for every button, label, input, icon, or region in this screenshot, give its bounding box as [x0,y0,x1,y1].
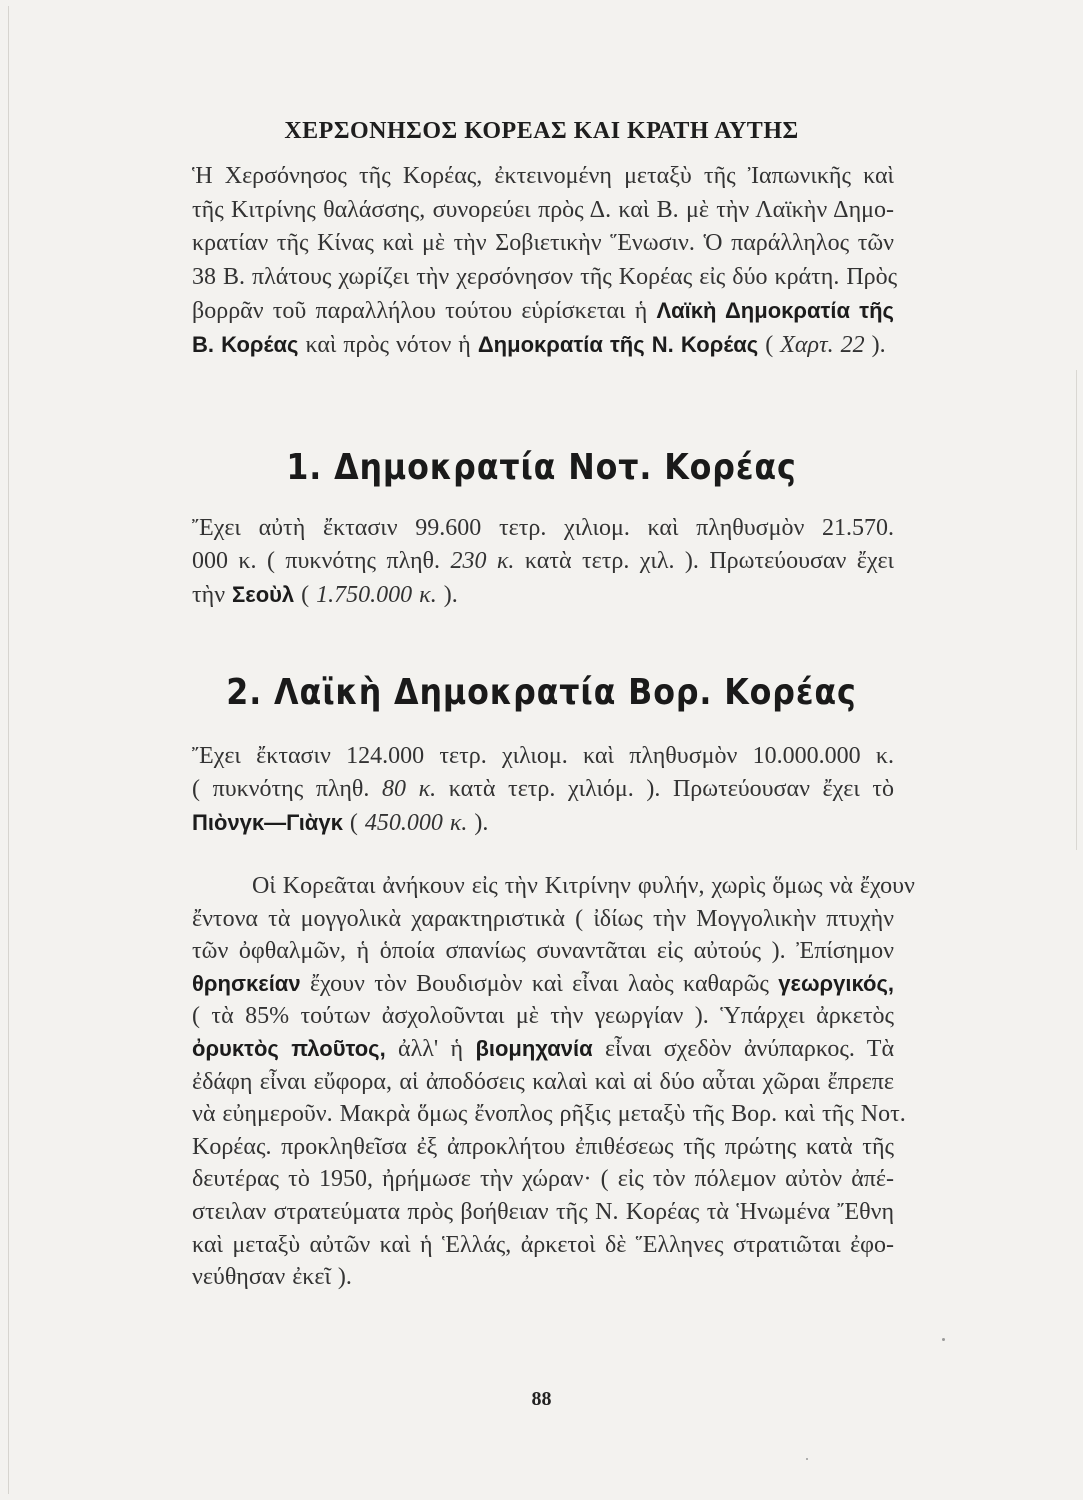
scan-speck [806,1458,808,1460]
section-2-line-2 [192,773,894,806]
section-2-line-3-text-b: ). [474,810,489,836]
paragraph-3-line-6-bold-b: βιομηχανία [475,1035,593,1061]
section-2-line-3-text-a: ( [349,810,358,836]
paragraph-3-line-8: νὰ εὐημεροῦν. Μακρὰ ὅμως ἔνοπλος ρῆξις μεταξὺ τῆς Βορ. καὶ τῆς Νοτ. [192,1101,906,1128]
section-1-line-2-text-b: κατὰ τετρ. χιλ. ). Πρωτεύουσαν ἔχει [524,548,895,574]
paragraph-3-line-7: ἐδάφη εἶναι εὔφορα, αἱ ἀποδόσεις καλαὶ καὶ αἱ δύο αὗται χῶραι ἔπρεπε [192,1068,894,1095]
intro-line-6-bold-b: Δημοκρατία τῆς Ν. Κορέας [477,331,759,357]
intro-paragraph [192,160,898,361]
intro-line-6-italic: Χαρτ. 22 [780,331,865,358]
section-2-line-3 [192,806,894,839]
paragraph-3-line-1: Οἱ Κορεᾶται ἀνήκουν εἰς τὴν Κιτρίνην φυλήν, χωρὶς ὅμως νὰ ἔχουν [252,873,915,899]
paragraph-3-line-13: νεύθησαν ἐκεῖ ). [192,1264,352,1291]
paragraph-3-line-9: Κορέας. προκληθεῖσα ἐξ ἀπροκλήτου ἐπιθέσεως τῆς πρώτης κατὰ τῆς [192,1133,894,1160]
scan-speck [942,1338,945,1341]
section-1-paragraph [192,512,894,611]
paragraph-3-line-2: ἔντονα τὰ μογγολικὰ χαρακτηριστικὰ ( ἰδίως τὴν Μογγολικὴν πτυχὴν [192,905,894,932]
section-1-line-3-text-c: ). [443,582,458,608]
section-1-line-1: Ἔχει αὐτὴ ἔκτασιν 99.600 τετρ. χιλιομ. καὶ πληθυσμὸν 21.570. [192,515,894,541]
paragraph-3-line-10: δευτέρας τὸ 1950, ἠρήμωσε τὴν χώραν· ( εἰς τὸν πόλεμον αὐτὸν ἀπέ- [192,1166,894,1193]
paragraph-3-line-6 [192,1033,894,1066]
paragraph-3-line-4-bold-a: θρησκείαν [192,970,301,996]
paragraph-3-line-6-text-b: εἶναι σχεδὸν ἀνύπαρκος. Τὰ [604,1035,895,1062]
intro-line-6-text-b: καὶ πρὸς νότον ἡ [305,331,471,358]
intro-line-2: τῆς Κιτρίνης θαλάσσης, συνορεύει πρὸς Δ. καὶ Β. μὲ τὴν Λαϊκὴν Δημο- [192,196,894,223]
intro-line-5-text: βορρᾶν τοῦ παραλλήλου τούτου εὑρίσκεται ἡ [192,298,648,324]
section-1-line-2-text-a: 000 κ. ( πυκνότης πληθ. [192,548,441,574]
paragraph-3-line-12: καὶ μεταξὺ αὐτῶν καὶ ἡ Ἑλλάς, ἀρκετοὶ δὲ Ἕλληνες στρατιῶται ἐφο- [192,1231,894,1258]
intro-line-6-text-d: ). [871,331,886,358]
paragraph-3-line-4 [192,968,894,1001]
intro-line-6 [192,328,894,362]
scan-edge-mark [1076,370,1077,850]
paragraph-3-line-6-bold-a: ὀρυκτὸς πλοῦτος, [192,1035,386,1061]
section-2-paragraph [192,740,894,839]
section-2-line-2-text-b: κατὰ τετρ. χιλιόμ. ). Πρωτεύουσαν ἔχει τὸ [448,776,895,802]
intro-line-3: κρατίαν τῆς Κίνας καὶ μὲ τὴν Σοβιετικὴν Ἕνωσιν. Ὁ παράλληλος τῶν [192,230,894,256]
paragraph-3-line-5: ( τὰ 85% τούτων ἀσχολοῦνται μὲ τὴν γεωργίαν ). Ὑπάρχει ἀρκετὸς [192,1003,894,1030]
section-2-line-3-italic: 450.000 κ. [364,810,468,836]
intro-line-4: 38 Β. πλάτους χωρίζει τὴν χερσόνησον τῆς Κορέας εἰς δύο κράτη. Πρὸς [192,263,898,290]
section-2-line-3-bold: Πιὸνγκ—Γιὰγκ [192,810,343,835]
section-1-line-3-text-b: ( [301,582,310,608]
section-2-heading: 2. Λαϊκὴ Δημοκρατία Βορ. Κορέας [226,672,857,713]
running-title: ΧΕΡΣΟΝΗΣΟΣ ΚΟΡΕΑΣ ΚΑΙ ΚΡΑΤΗ ΑΥΤΗΣ [284,118,799,144]
section-1-line-3-italic: 1.750.000 κ. [316,582,437,608]
section-1-heading: 1. Δημοκρατία Νοτ. Κορέας [286,447,797,488]
section-1-line-3-bold: Σεοὺλ [232,582,295,607]
page-number: 88 [531,1388,552,1410]
paragraph-3-line-4-bold-b: γεωργικός, [778,970,895,996]
paragraph-3-line-6-text-a: ἀλλ' ἡ [398,1035,464,1062]
intro-line-5 [192,294,894,328]
intro-line-1: Ἡ Χερσόνησος τῆς Κορέας, ἐκτεινομένη μεταξὺ τῆς Ἰαπωνικῆς καὶ [192,163,894,189]
section-1-line-3-text-a: τὴν [192,582,226,608]
paragraph-3-line-4-text: ἔχουν τὸν Βουδισμὸν καὶ εἶναι λαὸς καθαρῶς [309,970,769,997]
people-economy-paragraph [192,870,915,1294]
section-2-line-2-italic: 80 κ. [382,776,437,802]
paragraph-3-line-3: τῶν ὀφθαλμῶν, ἡ ὁποία σπανίως συναντᾶται εἰς αὐτούς ). Ἐπίσημον [192,938,894,965]
section-1-line-3 [192,578,894,611]
section-1-line-2-italic: 230 κ. [450,548,515,574]
intro-line-6-text-c: ( [765,331,774,358]
section-2-line-1: Ἔχει ἔκτασιν 124.000 τετρ. χιλιομ. καὶ πληθυσμὸν 10.000.000 κ. [192,743,894,769]
section-2-line-2-text-a: ( πυκνότης πληθ. [192,776,370,802]
section-1-line-2 [192,545,894,578]
intro-line-5-bold: Λαϊκὴ Δημοκρατία τῆς [656,298,894,323]
intro-line-6-bold-a: Β. Κορέας [192,331,299,357]
paragraph-3-line-11: στειλαν στρατεύματα πρὸς βοήθειαν τῆς Ν. Κορέας τὰ Ἡνωμένα Ἔθνη [192,1198,894,1225]
